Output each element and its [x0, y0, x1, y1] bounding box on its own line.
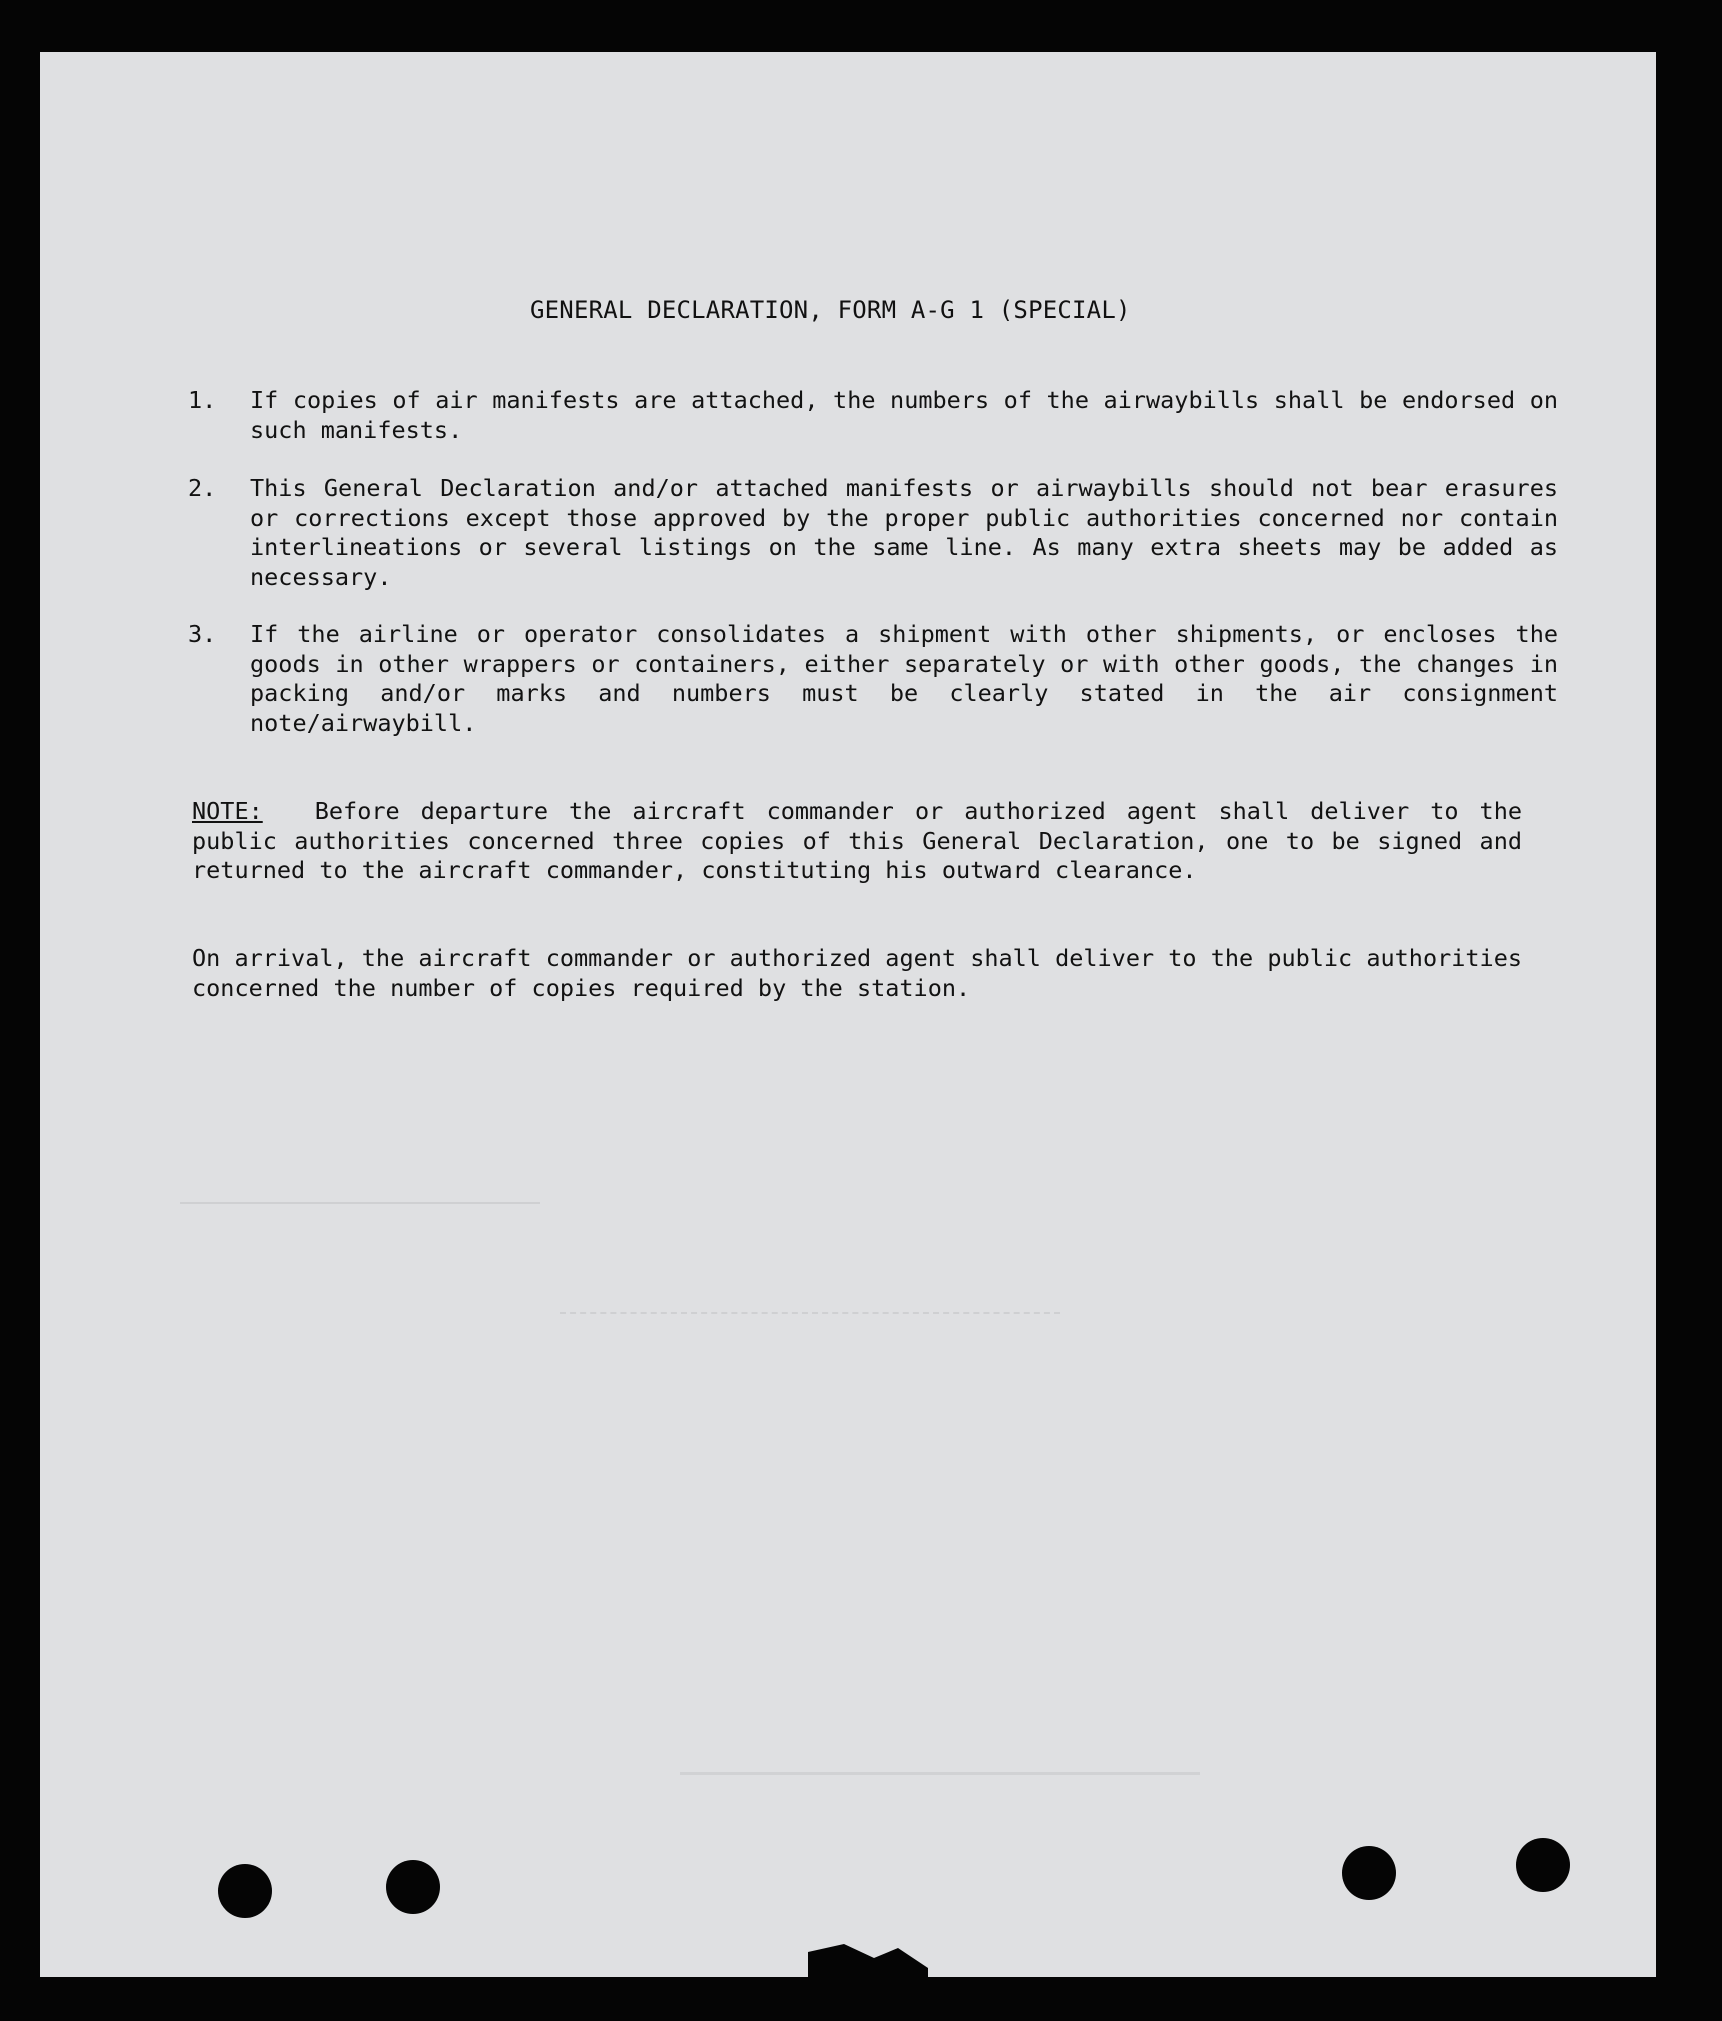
list-item-3: [188, 620, 1558, 738]
bleed-through-marks: [180, 1202, 540, 1224]
bleed-through-marks: [680, 1772, 1200, 1805]
list-item-1: [188, 386, 1558, 445]
list-item-text: This General Declaration and/or attached manifests or airwaybills should not bear erasures or corrections except those approved by the proper public authorities concerned nor contain interlineations or several listings on the same line. As many extra sheets may be added as necessary.: [250, 474, 1558, 591]
punch-hole: [386, 1860, 440, 1914]
note-label: NOTE:: [192, 797, 263, 825]
punch-hole: [1342, 1846, 1396, 1900]
note-text: Before departure the aircraft commander or authorized agent shall deliver to the public authorities concerned three copies of this General Declaration, one to be signed and returned to the aircraft commander, constituting his outward clearance.: [192, 797, 1522, 884]
arrival-paragraph: On arrival, the aircraft commander or authorized agent shall deliver to the public authorities concerned the number of copies required by the station.: [192, 944, 1522, 1002]
bleed-through-marks: [560, 1312, 1060, 1334]
punch-hole: [1516, 1838, 1570, 1892]
list-item-number: 2.: [188, 474, 217, 502]
document-page: [40, 52, 1656, 1977]
list-item-2: [188, 474, 1558, 592]
note-paragraph: [192, 797, 1522, 886]
list-item-number: 3.: [188, 620, 217, 648]
list-item-number: 1.: [188, 386, 217, 414]
punch-hole: [218, 1864, 272, 1918]
list-item-text: If the airline or operator consolidates a shipment with other shipments, or encloses the goods in other wrappers or containers, either separately or with other goods, the changes in packing and/or marks and numbers must be clearly stated in the air consignment note/airwaybill.: [250, 620, 1558, 737]
list-item-text: If copies of air manifests are attached, the numbers of the airwaybills shall be endorsed on such manifests.: [250, 386, 1558, 444]
document-title: GENERAL DECLARATION, FORM A-G 1 (SPECIAL): [530, 296, 1131, 324]
paper-tear: [808, 1944, 928, 1977]
